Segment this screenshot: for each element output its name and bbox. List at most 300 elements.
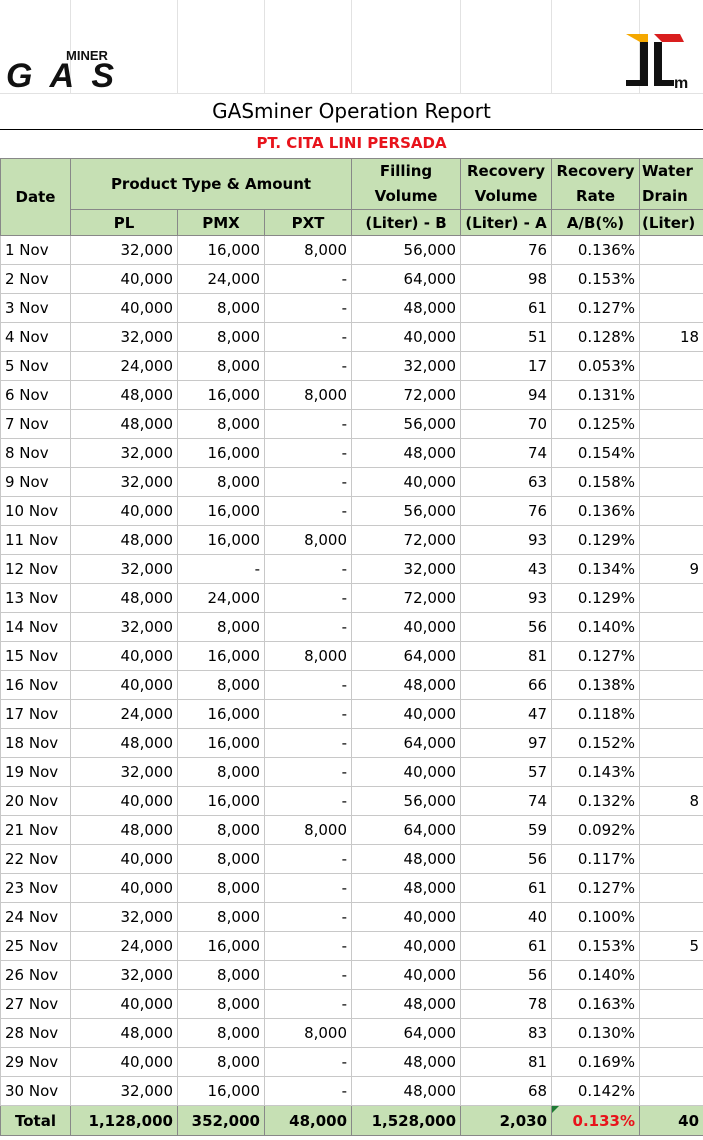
cell-pxt: -	[265, 497, 352, 526]
cell-pmx: 8,000	[178, 323, 265, 352]
cell-recovery: 81	[461, 1048, 552, 1077]
table-row	[1, 497, 703, 526]
cell-rate: 0.163%	[552, 990, 640, 1019]
cell-recovery: 74	[461, 787, 552, 816]
cell-pxt: -	[265, 555, 352, 584]
cell-recovery: 83	[461, 1019, 552, 1048]
cell-water	[640, 642, 703, 671]
cell-pl: 40,000	[71, 874, 178, 903]
cell-pl: 32,000	[71, 758, 178, 787]
cell-pmx: 16,000	[178, 236, 265, 265]
cell-pl: 40,000	[71, 294, 178, 323]
cell-pl: 40,000	[71, 1048, 178, 1077]
cell-pxt: -	[265, 1048, 352, 1077]
cell-pl: 48,000	[71, 526, 178, 555]
cell-pmx: 16,000	[178, 526, 265, 555]
cell-pxt: -	[265, 700, 352, 729]
cell-water	[640, 613, 703, 642]
cell-filling: 64,000	[352, 642, 461, 671]
cell-pxt: -	[265, 352, 352, 381]
cell-water	[640, 352, 703, 381]
cell-filling: 48,000	[352, 439, 461, 468]
cell-pmx: 16,000	[178, 381, 265, 410]
cell-pl: 32,000	[71, 613, 178, 642]
cell-pxt: -	[265, 787, 352, 816]
gasminer-logo-gas-text: GAS	[6, 57, 114, 90]
cell-filling: 40,000	[352, 758, 461, 787]
cell-water	[640, 526, 703, 555]
total-label: Total	[1, 1106, 71, 1136]
cell-pmx: 16,000	[178, 787, 265, 816]
cell-pxt: -	[265, 584, 352, 613]
gasminer-logo-miner-text: MINER	[66, 48, 108, 63]
cell-pl: 40,000	[71, 845, 178, 874]
header-recovery-unit: (Liter) - A	[461, 210, 552, 236]
cell-water	[640, 381, 703, 410]
cell-date: 19 Nov	[1, 758, 71, 787]
cell-rate: 0.129%	[552, 584, 640, 613]
cell-filling: 40,000	[352, 323, 461, 352]
cell-water: 18	[640, 323, 703, 352]
cell-water	[640, 671, 703, 700]
total-water: 40	[640, 1106, 703, 1136]
cell-pxt: -	[265, 468, 352, 497]
header-row-2	[1, 210, 703, 236]
cell-filling: 48,000	[352, 671, 461, 700]
cell-date: 11 Nov	[1, 526, 71, 555]
cell-recovery: 56	[461, 613, 552, 642]
cell-rate: 0.152%	[552, 729, 640, 758]
table-row	[1, 381, 703, 410]
cell-date: 10 Nov	[1, 497, 71, 526]
cell-pmx: -	[178, 555, 265, 584]
table-row	[1, 642, 703, 671]
cell-rate: 0.125%	[552, 410, 640, 439]
cell-date: 21 Nov	[1, 816, 71, 845]
cell-water	[640, 294, 703, 323]
cell-date: 5 Nov	[1, 352, 71, 381]
cell-date: 26 Nov	[1, 961, 71, 990]
total-pmx: 352,000	[178, 1106, 265, 1136]
cell-recovery: 76	[461, 497, 552, 526]
cell-pmx: 8,000	[178, 845, 265, 874]
cell-pl: 40,000	[71, 642, 178, 671]
cell-filling: 48,000	[352, 845, 461, 874]
table-row	[1, 961, 703, 990]
cell-rate: 0.127%	[552, 294, 640, 323]
cell-recovery: 61	[461, 294, 552, 323]
cell-water	[640, 584, 703, 613]
operation-table	[0, 158, 703, 1136]
cell-date: 6 Nov	[1, 381, 71, 410]
table-row	[1, 932, 703, 961]
cell-water: 8	[640, 787, 703, 816]
cell-date: 3 Nov	[1, 294, 71, 323]
cell-pl: 40,000	[71, 497, 178, 526]
cell-water: 9	[640, 555, 703, 584]
cell-filling: 64,000	[352, 729, 461, 758]
cell-filling: 64,000	[352, 1019, 461, 1048]
cell-rate: 0.128%	[552, 323, 640, 352]
cell-pl: 24,000	[71, 352, 178, 381]
cell-pmx: 24,000	[178, 265, 265, 294]
cell-pl: 32,000	[71, 903, 178, 932]
cell-pl: 32,000	[71, 236, 178, 265]
cell-filling: 40,000	[352, 932, 461, 961]
header-water	[640, 159, 703, 210]
cell-pxt: -	[265, 932, 352, 961]
cell-water	[640, 990, 703, 1019]
table-row	[1, 236, 703, 265]
company-name: PT. CITA LINI PERSADA	[256, 134, 447, 152]
cell-recovery: 59	[461, 816, 552, 845]
table-row	[1, 903, 703, 932]
cell-rate: 0.053%	[552, 352, 640, 381]
report-title-row	[0, 93, 703, 130]
cell-filling: 72,000	[352, 526, 461, 555]
cell-pmx: 8,000	[178, 874, 265, 903]
header-pxt: PXT	[265, 210, 352, 236]
cell-pxt: -	[265, 729, 352, 758]
cell-pmx: 8,000	[178, 1019, 265, 1048]
gasminer-logo	[6, 44, 118, 90]
cell-pl: 48,000	[71, 1019, 178, 1048]
cell-pxt: -	[265, 439, 352, 468]
cell-pmx: 8,000	[178, 1048, 265, 1077]
header-filling-unit: (Liter) - B	[352, 210, 461, 236]
cell-date: 29 Nov	[1, 1048, 71, 1077]
table-row	[1, 555, 703, 584]
table-row	[1, 352, 703, 381]
cell-pmx: 8,000	[178, 671, 265, 700]
cell-recovery: 74	[461, 439, 552, 468]
cell-pxt: 8,000	[265, 381, 352, 410]
cell-pl: 40,000	[71, 671, 178, 700]
cell-recovery: 61	[461, 932, 552, 961]
cell-recovery: 97	[461, 729, 552, 758]
cell-filling: 32,000	[352, 555, 461, 584]
cell-recovery: 57	[461, 758, 552, 787]
logo-band	[0, 0, 703, 93]
cell-rate: 0.136%	[552, 497, 640, 526]
cell-pxt: -	[265, 845, 352, 874]
cell-pl: 48,000	[71, 410, 178, 439]
cell-date: 2 Nov	[1, 265, 71, 294]
table-row	[1, 787, 703, 816]
cell-filling: 48,000	[352, 1048, 461, 1077]
cell-pmx: 8,000	[178, 294, 265, 323]
cell-pmx: 16,000	[178, 642, 265, 671]
cell-water	[640, 874, 703, 903]
cell-recovery: 68	[461, 1077, 552, 1106]
table-row	[1, 700, 703, 729]
header-recovery	[461, 159, 552, 210]
cell-pl: 32,000	[71, 555, 178, 584]
cell-date: 20 Nov	[1, 787, 71, 816]
cell-date: 9 Nov	[1, 468, 71, 497]
table-row	[1, 729, 703, 758]
header-filling-line2: Volume	[374, 187, 438, 205]
cell-filling: 40,000	[352, 961, 461, 990]
cell-pxt: 8,000	[265, 816, 352, 845]
cell-date: 16 Nov	[1, 671, 71, 700]
cell-pmx: 8,000	[178, 468, 265, 497]
cell-filling: 40,000	[352, 903, 461, 932]
cell-pl: 32,000	[71, 323, 178, 352]
cell-water	[640, 410, 703, 439]
cell-filling: 56,000	[352, 410, 461, 439]
cell-pl: 48,000	[71, 729, 178, 758]
cell-pxt: -	[265, 990, 352, 1019]
cell-rate: 0.158%	[552, 468, 640, 497]
cell-pmx: 8,000	[178, 903, 265, 932]
cell-date: 22 Nov	[1, 845, 71, 874]
table-row	[1, 468, 703, 497]
cell-pxt: 8,000	[265, 642, 352, 671]
cell-recovery: 43	[461, 555, 552, 584]
cell-pmx: 16,000	[178, 439, 265, 468]
cell-date: 27 Nov	[1, 990, 71, 1019]
cell-pmx: 16,000	[178, 729, 265, 758]
header-date: Date	[1, 159, 71, 236]
cell-pl: 24,000	[71, 932, 178, 961]
cell-recovery: 17	[461, 352, 552, 381]
cell-water	[640, 265, 703, 294]
cell-pxt: 8,000	[265, 526, 352, 555]
cell-filling: 72,000	[352, 381, 461, 410]
cell-pxt: -	[265, 613, 352, 642]
cell-rate: 0.132%	[552, 787, 640, 816]
cell-pl: 32,000	[71, 468, 178, 497]
cell-filling: 56,000	[352, 497, 461, 526]
table-row	[1, 526, 703, 555]
cell-recovery: 76	[461, 236, 552, 265]
header-filling-line1: Filling	[379, 162, 433, 180]
header-pmx: PMX	[178, 210, 265, 236]
cell-filling: 64,000	[352, 265, 461, 294]
cell-recovery: 66	[461, 671, 552, 700]
cell-recovery: 93	[461, 526, 552, 555]
cell-water	[640, 468, 703, 497]
cell-pxt: -	[265, 410, 352, 439]
table-row	[1, 758, 703, 787]
cell-filling: 48,000	[352, 294, 461, 323]
table-row	[1, 816, 703, 845]
cell-pmx: 8,000	[178, 990, 265, 1019]
cell-recovery: 93	[461, 584, 552, 613]
cell-pxt: -	[265, 903, 352, 932]
table-row	[1, 410, 703, 439]
total-pl: 1,128,000	[71, 1106, 178, 1136]
table-row	[1, 1019, 703, 1048]
cell-pmx: 8,000	[178, 410, 265, 439]
cell-water	[640, 700, 703, 729]
cell-date: 4 Nov	[1, 323, 71, 352]
cell-water	[640, 236, 703, 265]
cell-recovery: 63	[461, 468, 552, 497]
cell-pxt: -	[265, 874, 352, 903]
header-water-unit: (Liter)	[640, 210, 703, 236]
cell-pmx: 8,000	[178, 613, 265, 642]
cell-rate: 0.131%	[552, 381, 640, 410]
partner-logo-text: m	[674, 75, 689, 90]
header-water-line2: Drain	[642, 187, 688, 205]
cell-pl: 40,000	[71, 990, 178, 1019]
cell-rate: 0.154%	[552, 439, 640, 468]
cell-filling: 48,000	[352, 874, 461, 903]
cell-pmx: 8,000	[178, 961, 265, 990]
cell-rate: 0.134%	[552, 555, 640, 584]
header-row-1	[1, 159, 703, 210]
header-recovery-line1: Recovery	[467, 162, 546, 180]
cell-filling: 56,000	[352, 236, 461, 265]
table-row	[1, 613, 703, 642]
cell-pmx: 16,000	[178, 700, 265, 729]
cell-date: 14 Nov	[1, 613, 71, 642]
cell-pxt: -	[265, 1077, 352, 1106]
cell-rate: 0.127%	[552, 642, 640, 671]
cell-recovery: 61	[461, 874, 552, 903]
cell-date: 1 Nov	[1, 236, 71, 265]
cell-filling: 64,000	[352, 816, 461, 845]
table-row	[1, 294, 703, 323]
header-rate-unit: A/B(%)	[552, 210, 640, 236]
table-row	[1, 1077, 703, 1106]
cell-rate: 0.142%	[552, 1077, 640, 1106]
cell-water	[640, 439, 703, 468]
cell-rate: 0.129%	[552, 526, 640, 555]
comment-indicator-icon	[552, 1106, 559, 1113]
cell-filling: 48,000	[352, 1077, 461, 1106]
cell-pmx: 16,000	[178, 497, 265, 526]
total-rate-value: 0.133%	[572, 1111, 636, 1130]
cell-water	[640, 1019, 703, 1048]
cell-pmx: 8,000	[178, 758, 265, 787]
cell-pl: 32,000	[71, 961, 178, 990]
cell-pxt: -	[265, 758, 352, 787]
cell-rate: 0.169%	[552, 1048, 640, 1077]
partner-logo	[622, 30, 694, 90]
cell-recovery: 47	[461, 700, 552, 729]
cell-rate: 0.140%	[552, 961, 640, 990]
cell-date: 17 Nov	[1, 700, 71, 729]
total-filling: 1,528,000	[352, 1106, 461, 1136]
cell-date: 18 Nov	[1, 729, 71, 758]
table-body	[1, 236, 703, 1106]
table-row	[1, 323, 703, 352]
header-rate-line1: Recovery	[556, 162, 635, 180]
cell-water	[640, 1048, 703, 1077]
table-row	[1, 845, 703, 874]
cell-filling: 72,000	[352, 584, 461, 613]
company-row	[0, 129, 703, 159]
cell-pl: 48,000	[71, 816, 178, 845]
cell-date: 12 Nov	[1, 555, 71, 584]
total-row	[1, 1106, 703, 1136]
cell-pl: 32,000	[71, 1077, 178, 1106]
cell-recovery: 98	[461, 265, 552, 294]
cell-rate: 0.153%	[552, 932, 640, 961]
cell-water	[640, 1077, 703, 1106]
cell-date: 8 Nov	[1, 439, 71, 468]
cell-pl: 40,000	[71, 265, 178, 294]
cell-filling: 56,000	[352, 787, 461, 816]
cell-pmx: 8,000	[178, 352, 265, 381]
cell-recovery: 94	[461, 381, 552, 410]
cell-water	[640, 758, 703, 787]
cell-date: 7 Nov	[1, 410, 71, 439]
table-row	[1, 584, 703, 613]
table-row	[1, 265, 703, 294]
cell-rate: 0.138%	[552, 671, 640, 700]
header-product-type: Product Type & Amount	[71, 159, 352, 210]
header-water-line1: Water	[642, 162, 693, 180]
table-row	[1, 671, 703, 700]
cell-pxt: -	[265, 671, 352, 700]
cell-pl: 24,000	[71, 700, 178, 729]
cell-water	[640, 961, 703, 990]
cell-recovery: 70	[461, 410, 552, 439]
cell-date: 28 Nov	[1, 1019, 71, 1048]
cell-pxt: -	[265, 294, 352, 323]
cell-water	[640, 497, 703, 526]
cell-pmx: 24,000	[178, 584, 265, 613]
cell-pl: 32,000	[71, 439, 178, 468]
cell-pxt: -	[265, 961, 352, 990]
cell-date: 24 Nov	[1, 903, 71, 932]
table-row	[1, 1048, 703, 1077]
cell-recovery: 78	[461, 990, 552, 1019]
cell-pl: 48,000	[71, 381, 178, 410]
cell-rate: 0.118%	[552, 700, 640, 729]
cell-water	[640, 845, 703, 874]
cell-pmx: 16,000	[178, 932, 265, 961]
cell-filling: 40,000	[352, 613, 461, 642]
header-rate-line2: Rate	[576, 187, 616, 205]
cell-pxt: -	[265, 323, 352, 352]
cell-rate: 0.127%	[552, 874, 640, 903]
cell-water	[640, 816, 703, 845]
cell-date: 25 Nov	[1, 932, 71, 961]
total-rate	[552, 1106, 640, 1136]
cell-pxt: 8,000	[265, 1019, 352, 1048]
cell-date: 30 Nov	[1, 1077, 71, 1106]
cell-pl: 48,000	[71, 584, 178, 613]
header-filling	[352, 159, 461, 210]
cell-rate: 0.136%	[552, 236, 640, 265]
cell-pmx: 8,000	[178, 816, 265, 845]
cell-recovery: 51	[461, 323, 552, 352]
cell-rate: 0.140%	[552, 613, 640, 642]
cell-recovery: 56	[461, 961, 552, 990]
cell-pxt: -	[265, 265, 352, 294]
header-recovery-line2: Volume	[474, 187, 538, 205]
table-row	[1, 439, 703, 468]
cell-water: 5	[640, 932, 703, 961]
report-title: GASminer Operation Report	[212, 99, 491, 123]
total-recovery: 2,030	[461, 1106, 552, 1136]
header-rate	[552, 159, 640, 210]
cell-filling: 40,000	[352, 700, 461, 729]
header-pl: PL	[71, 210, 178, 236]
cell-filling: 32,000	[352, 352, 461, 381]
cell-rate: 0.092%	[552, 816, 640, 845]
cell-rate: 0.143%	[552, 758, 640, 787]
cell-pmx: 16,000	[178, 1077, 265, 1106]
total-pxt: 48,000	[265, 1106, 352, 1136]
cell-water	[640, 729, 703, 758]
table-row	[1, 990, 703, 1019]
